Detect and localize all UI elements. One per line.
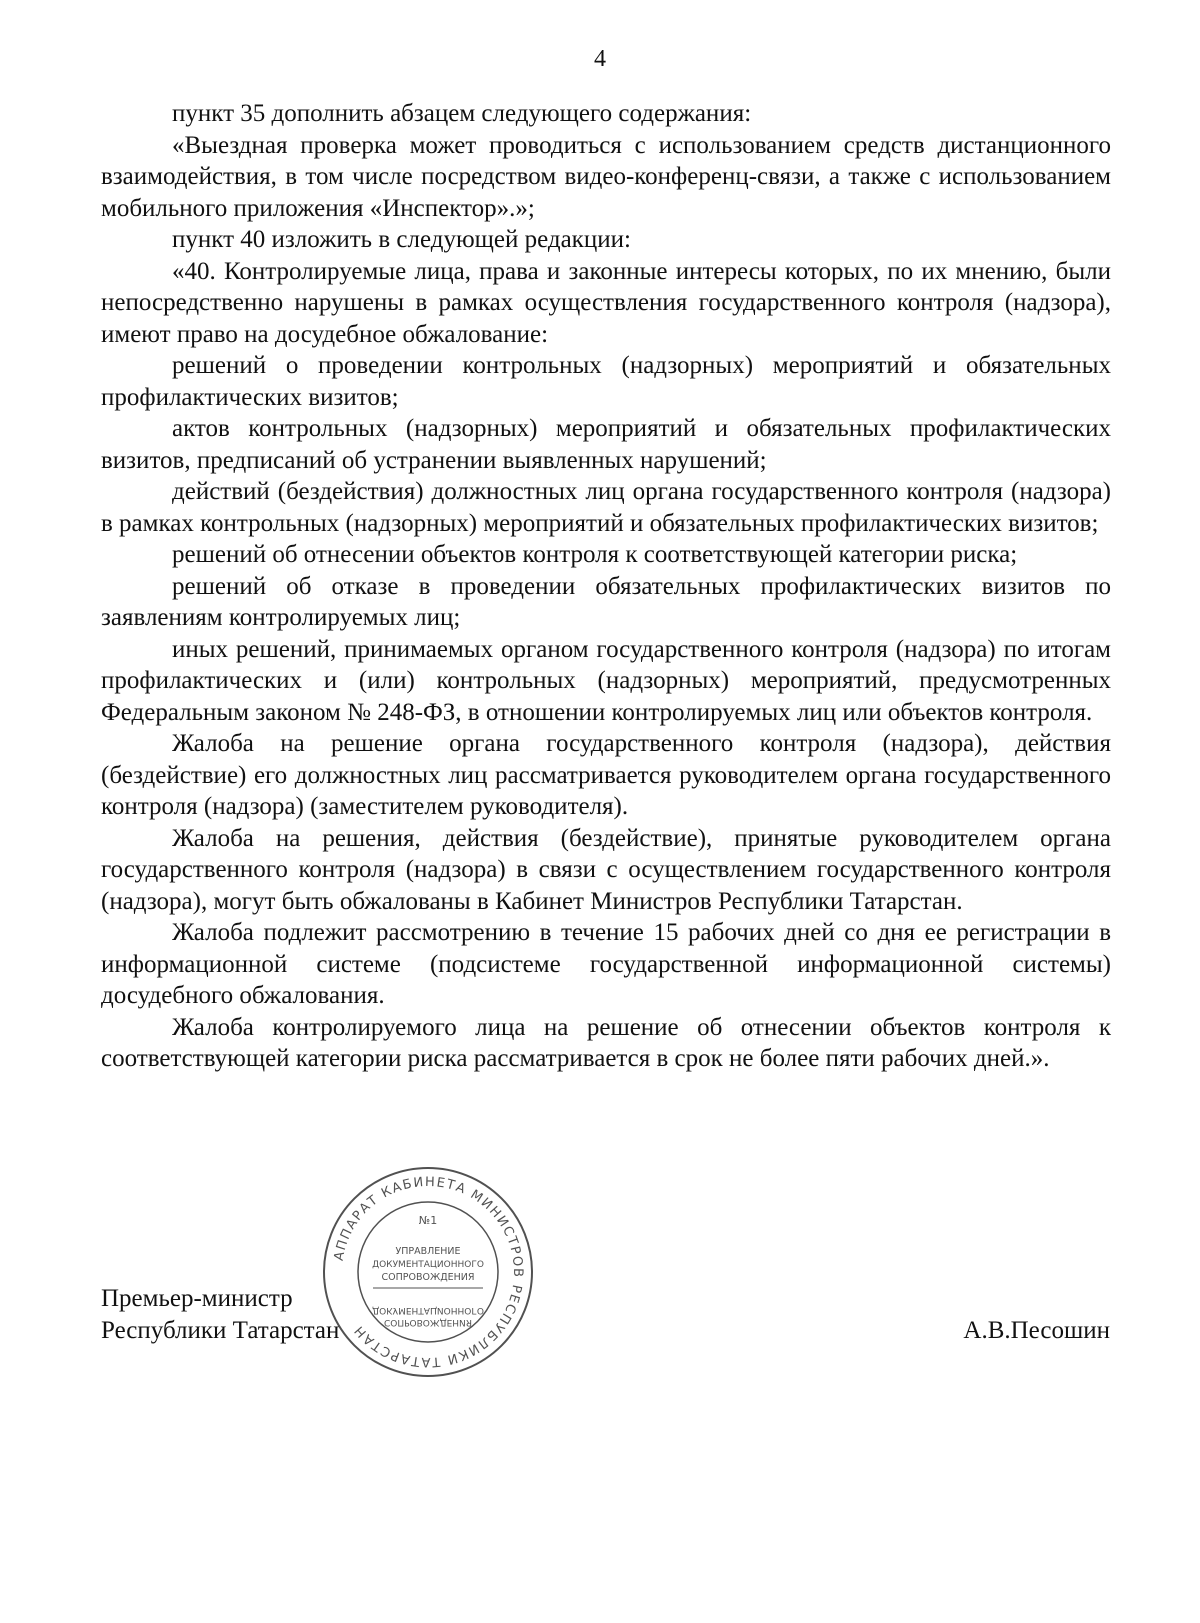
stamp-outer-text: АППАРАТ КАБИНЕТА МИНИСТРОВ РЕСПУБЛИКИ ТАТАРСТАН <box>331 1174 526 1370</box>
stamp-number: №1 <box>418 1214 438 1227</box>
paragraph: Жалоба контролируемого лица на решение об отнесении объектов контроля к соответствующей категории риска рассматривается в срок не более пяти рабочих дней.». <box>101 1013 1111 1072</box>
paragraph: решений о проведении контрольных (надзорных) мероприятий и обязательных профилактических визитов; <box>101 352 1111 411</box>
paragraph: Жалоба на решения, действия (бездействие), принятые руководителем органа государственного контроля (надзора) в связи с осуществлением государственного контроля (надзора), могут быть обжалованы в Кабинет Министров Республики Татарстан. <box>101 824 1111 915</box>
stamp-center-line3: СОПРОВОЖДЕНИЯ <box>381 1272 475 1283</box>
svg-text:СОПРОВОЖДЕНИЯ: СОПРОВОЖДЕНИЯ <box>383 1317 473 1327</box>
paragraph: решений об отказе в проведении обязательных профилактических визитов по заявлениям контролируемых лиц; <box>101 572 1111 631</box>
paragraph: иных решений, принимаемых органом государственного контроля (надзора) по итогам профилактических и (или) контрольных (надзорных) мероприятий, предусмотренных Федеральным законом № 248-ФЗ, в отношении контролируемых лиц или объектов контроля. <box>101 635 1111 726</box>
signatory-name: А.В.Песошин <box>963 1317 1110 1344</box>
paragraph: решений об отнесении объектов контроля к соответствующей категории риска; <box>172 541 1018 568</box>
signatory-title-line2: Республики Татарстан <box>101 1316 340 1344</box>
paragraph: Жалоба подлежит рассмотрению в течение 15 рабочих дней со дня ее регистрации в информационной системе (подсистеме государственной информационной системы) досудебного обжалования. <box>101 919 1111 1009</box>
official-seal-stamp <box>318 1162 538 1382</box>
paragraph: Жалоба на решение органа государственного контроля (надзора), действия (бездействие) его должностных лиц рассматривается руководителем органа государственного контроля (надзора) (заместителем руководителя). <box>101 730 1111 820</box>
paragraph: пункт 35 дополнить абзацем следующего содержания: <box>172 100 752 127</box>
paragraph: «Выездная проверка может проводиться с использованием средств дистанционного взаимодействия, в том числе посредством видео-конференц-связи, а также с использованием мобильного приложения «Инспектор».»; <box>101 131 1111 222</box>
paragraph: действий (бездействия) должностных лиц органа государственного контроля (надзора) в рамках контрольных (надзорных) мероприятий и обязательных профилактических визитов; <box>101 478 1111 537</box>
stamp-center-line2: ДОКУМЕНТАЦИОННОГО <box>372 1260 484 1270</box>
paragraph: «40. Контролируемые лица, права и законные интересы которых, по их мнению, были непосредственно нарушены в рамках осуществления государственного контроля (надзора), имеют право на досудебное обжалование: <box>101 257 1111 348</box>
document-body <box>101 98 1111 1075</box>
stamp-mirrored-text <box>372 1305 484 1327</box>
paragraph: пункт 40 изложить в следующей редакции: <box>172 226 631 253</box>
page-number: 4 <box>594 46 606 72</box>
stamp-center-line1: УПРАВЛЕНИЕ <box>395 1246 461 1257</box>
svg-text:ДОКУМЕНТАЦИОННОГО: ДОКУМЕНТАЦИОННОГО <box>372 1305 484 1315</box>
paragraph: актов контрольных (надзорных) мероприятий и обязательных профилактических визитов, предписаний об устранении выявленных нарушений; <box>101 415 1111 474</box>
signatory-title-line1: Премьер-министр <box>101 1285 293 1312</box>
